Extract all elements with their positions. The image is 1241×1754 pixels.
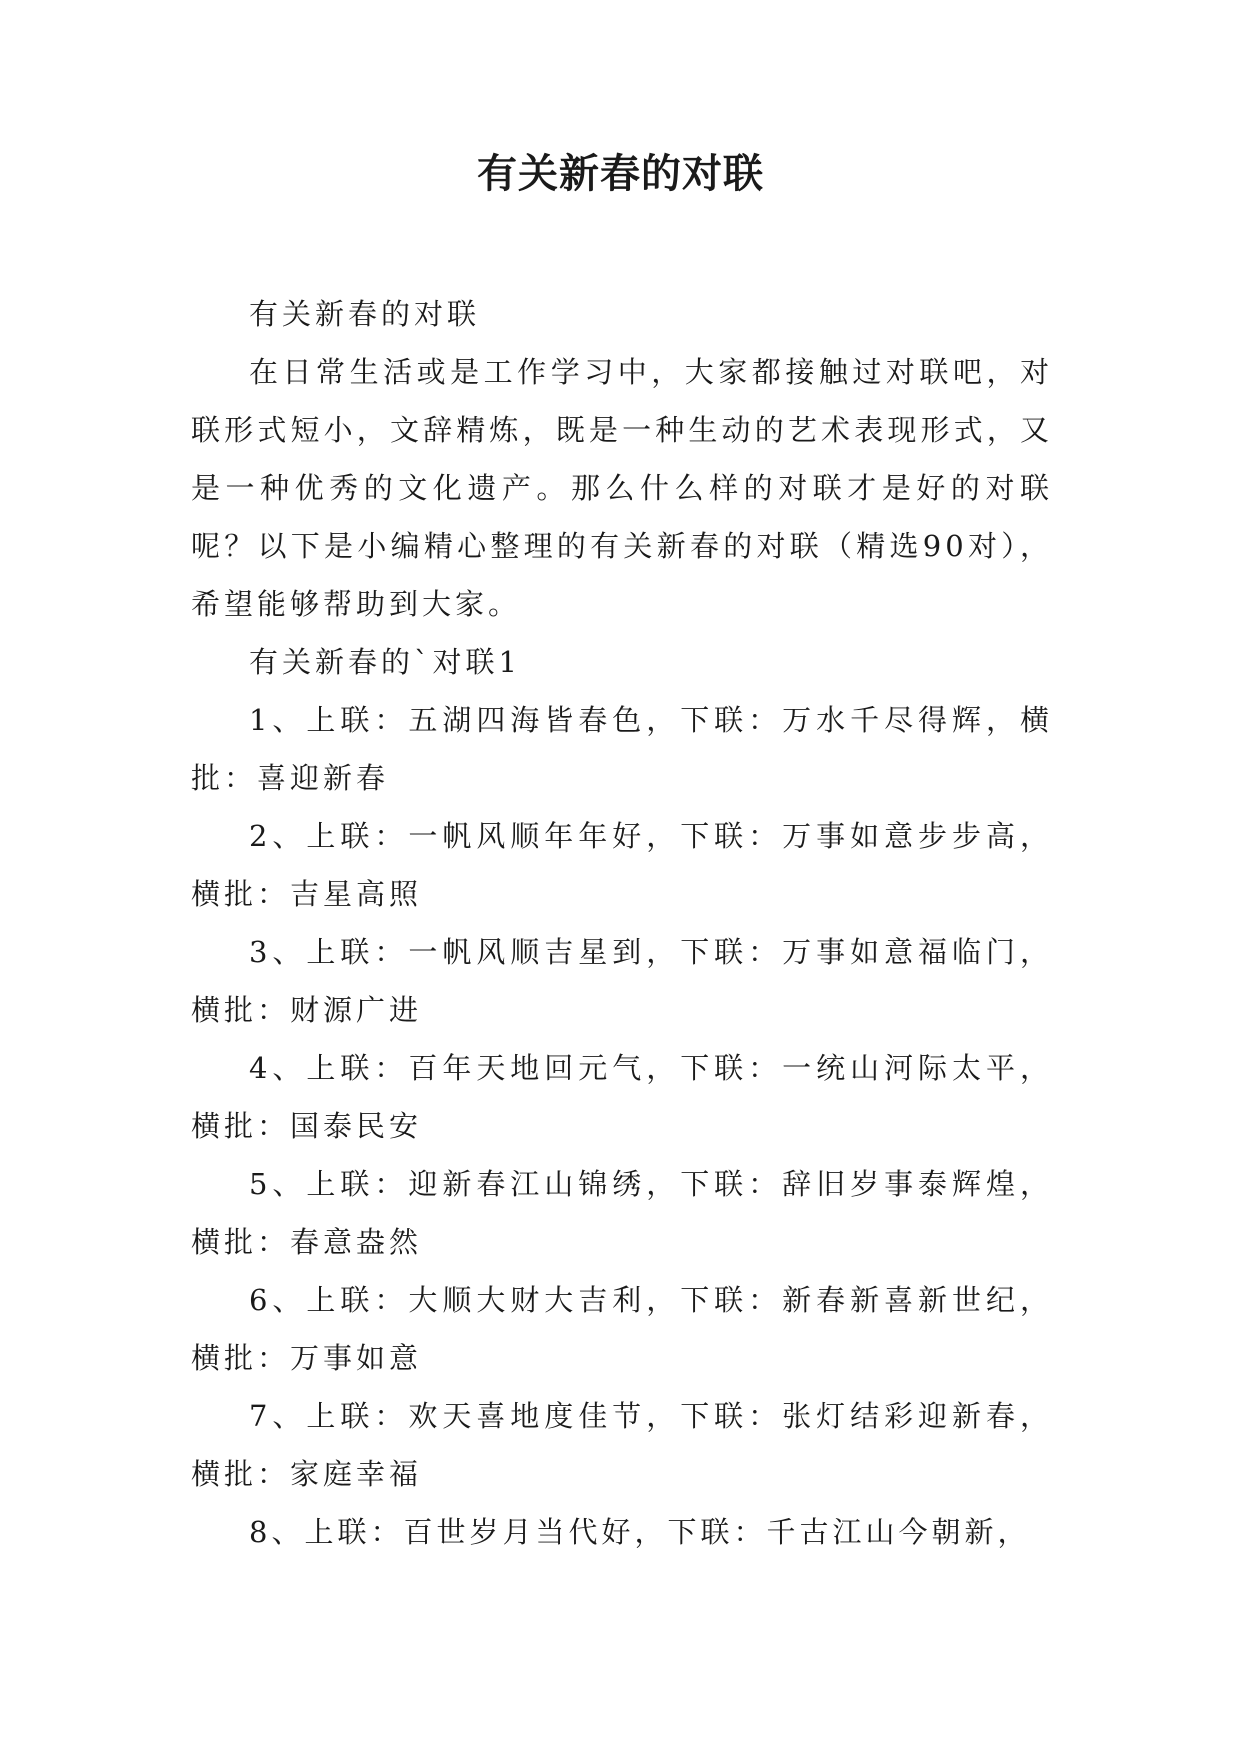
couplet-item: 7、上联：欢天喜地度佳节，下联：张灯结彩迎新春，横批：家庭幸福 (191, 1399, 1053, 1491)
couplet-item: 2、上联：一帆风顺年年好，下联：万事如意步步高，横批：吉星高照 (191, 819, 1053, 911)
section-heading: 有关新春的`对联1 (249, 645, 521, 679)
couplet-item: 4、上联：百年天地回元气，下联：一统山河际太平，横批：国泰民安 (191, 1051, 1053, 1143)
document-body (191, 285, 1053, 1561)
couplet-item: 6、上联：大顺大财大吉利，下联：新春新喜新世纪，横批：万事如意 (191, 1283, 1053, 1375)
paragraph-intro: 在日常生活或是工作学习中，大家都接触过对联吧，对联形式短小，文辞精炼，既是一种生动的艺术表现形式，又是一种优秀的文化遗产。那么什么样的对联才是好的对联呢？以下是小编精心整理的有关新春的对联（精选90对），希望能够帮助到大家。 (191, 355, 1053, 621)
couplet-item: 5、上联：迎新春江山锦绣，下联：辞旧岁事泰辉煌，横批：春意盎然 (191, 1167, 1053, 1259)
couplet-item: 3、上联：一帆风顺吉星到，下联：万事如意福临门，横批：财源广进 (191, 935, 1053, 1027)
paragraph-heading: 有关新春的对联 (249, 297, 481, 331)
document-title: 有关新春的对联 (477, 151, 764, 197)
couplet-item: 1、上联：五湖四海皆春色，下联：万水千尽得辉，横批：喜迎新春 (191, 703, 1053, 795)
couplet-item: 8、上联：百世岁月当代好，下联：千古江山今朝新， (249, 1515, 1031, 1549)
